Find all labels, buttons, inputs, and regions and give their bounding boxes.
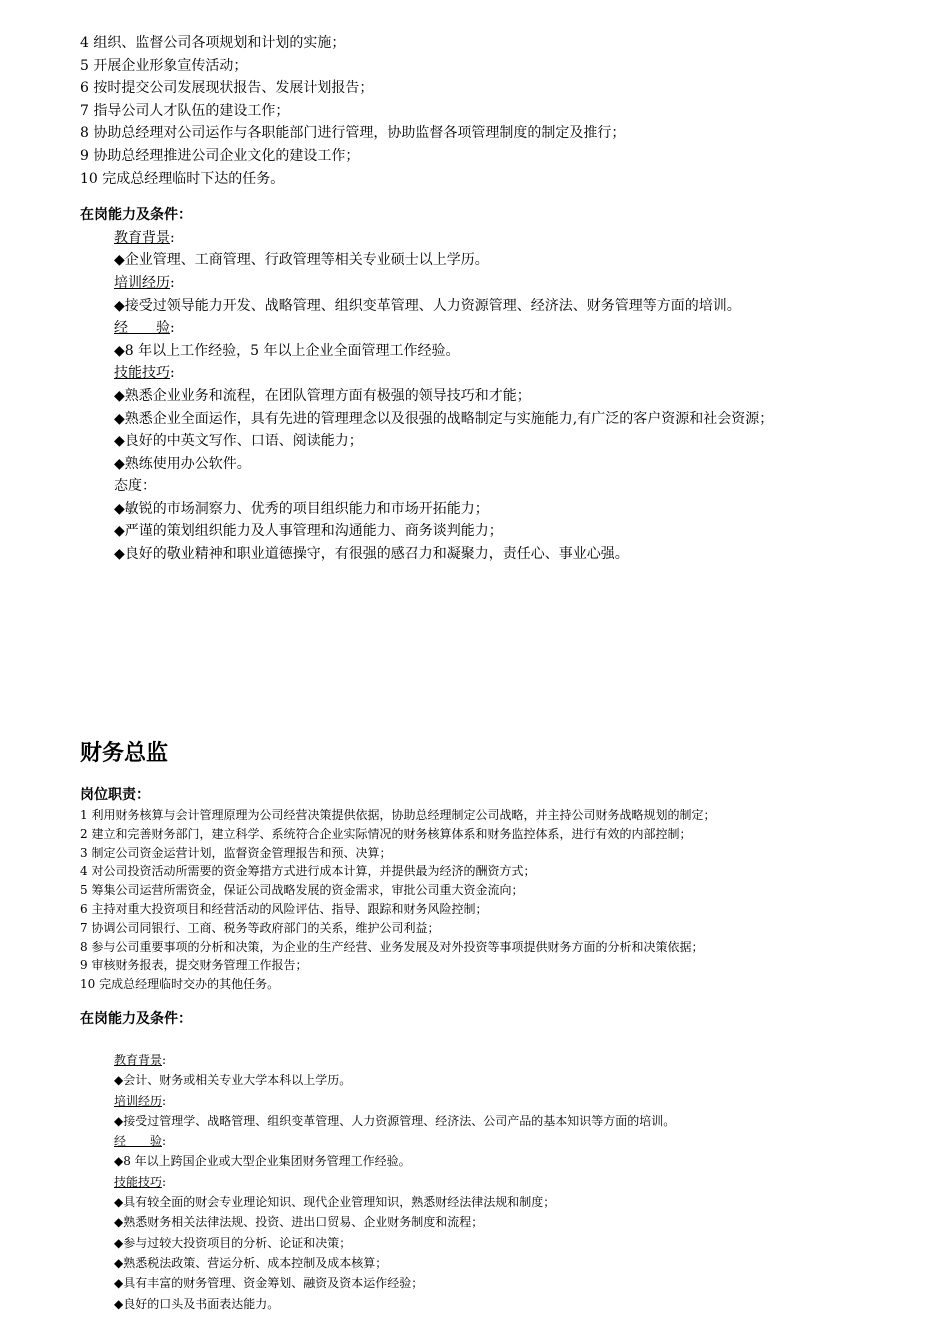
duty-item: 8 参与公司重要事项的分析和决策，为企业的生产经营、业务发展及对外投资等事项提供财务方面的分析和决策依据； xyxy=(80,939,704,954)
experience-label: 经 验 xyxy=(114,320,170,337)
duties-heading: 岗位职责： xyxy=(80,787,150,803)
education-label: 教育背景 xyxy=(114,1052,163,1067)
skill-item: ◆具有丰富的财务管理、资金筹划、融资及资本运作经验； xyxy=(114,1276,424,1291)
skill-item: ◆熟悉税法政策、营运分析、成本控制及成本核算； xyxy=(114,1255,388,1270)
qualifications-heading: 在岗能力及条件： xyxy=(80,1010,192,1027)
training-item: ◆接受过领导能力开发、战略管理、组织变革管理、人力资源管理、经济法、财务管理等方面的培训。 xyxy=(114,297,741,314)
label-colon: : xyxy=(170,320,175,337)
training-label-row xyxy=(80,272,880,295)
duty-item: 10 完成总经理临时交办的其他任务。 xyxy=(80,977,280,992)
duty-item: 2 建立和完善财务部门，建立科学、系统符合企业实际情况的财务核算体系和财务监控体系，进行有效的内部控制； xyxy=(80,826,692,841)
attitude-item: ◆敏锐的市场洞察力、优秀的项目组织能力和市场开拓能力； xyxy=(114,500,489,517)
skill-item: ◆良好的中英文写作、口语、阅读能力； xyxy=(114,433,363,450)
experience-label-row xyxy=(80,317,880,340)
duty-item: 1 利用财务核算与会计管理原理为公司经营决策提供依据，协助总经理制定公司战略，并主持公司财务战略规划的制定； xyxy=(80,808,716,822)
skill-item: ◆良好的口头及书面表达能力。 xyxy=(114,1296,280,1311)
duty-item: 7 协调公司同银行、工商、税务等政府部门的关系，维护公司利益； xyxy=(80,920,440,935)
skills-label-row xyxy=(80,1172,900,1192)
education-item: ◆会计、财务或相关专业大学本科以上学历。 xyxy=(114,1073,352,1088)
duty-item: 4 对公司投资活动所需要的资金筹措方式进行成本计算，并提供最为经济的酬资方式； xyxy=(80,864,536,879)
label-colon: : xyxy=(162,1052,167,1067)
education-label-row xyxy=(80,1050,900,1070)
duty-item: 9 协助总经理推进公司企业文化的建设工作； xyxy=(80,147,360,164)
training-label: 培训经历 xyxy=(114,1093,163,1108)
label-colon: : xyxy=(162,1093,167,1108)
label-colon: : xyxy=(170,274,175,291)
section-cfo xyxy=(80,784,900,1314)
training-label-row xyxy=(80,1091,900,1111)
label-colon: : xyxy=(162,1134,167,1149)
label-colon: : xyxy=(170,229,175,246)
label-colon: : xyxy=(170,365,175,382)
label-colon: : xyxy=(162,1174,167,1189)
training-item: ◆接受过管理学、战略管理、组织变革管理、人力资源管理、经济法、公司产品的基本知识等方面的培训。 xyxy=(114,1113,676,1128)
skills-label-row xyxy=(80,362,880,385)
duty-item: 7 指导公司人才队伍的建设工作； xyxy=(80,102,290,119)
duty-item: 6 按时提交公司发展现状报告、发展计划报告； xyxy=(80,80,374,97)
education-item: ◆企业管理、工商管理、行政管理等相关专业硕士以上学历。 xyxy=(114,252,489,269)
skill-item: ◆熟悉企业全面运作，具有先进的管理理念以及很强的战略制定与实施能力,有广泛的客户资源和社会资源； xyxy=(114,410,774,427)
qualifications-heading: 在岗能力及条件： xyxy=(80,207,192,224)
skill-item: ◆参与过较大投资项目的分析、论证和决策； xyxy=(114,1235,352,1250)
skill-item: ◆熟悉企业业务和流程，在团队管理方面有极强的领导技巧和才能； xyxy=(114,387,531,404)
section-title-cfo: 财务总监 xyxy=(80,741,169,766)
training-label: 培训经历 xyxy=(114,274,170,291)
experience-item: ◆8 年以上工作经验，5 年以上企业全面管理工作经验。 xyxy=(114,342,460,359)
experience-label-row xyxy=(80,1131,900,1151)
duty-item: 5 开展企业形象宣传活动； xyxy=(80,57,248,74)
education-label-row xyxy=(80,227,880,250)
duty-item: 6 主持对重大投资项目和经营活动的风险评估、指导、跟踪和财务风险控制； xyxy=(80,901,488,916)
experience-label: 经 验 xyxy=(114,1134,163,1149)
section-deputy-gm xyxy=(80,32,880,566)
duty-item: 3 制定公司资金运营计划，监督资金管理报告和预、决算； xyxy=(80,845,392,860)
attitude-item: ◆严谨的策划组织能力及人事管理和沟通能力、商务谈判能力； xyxy=(114,523,503,540)
duty-item: 4 组织、监督公司各项规划和计划的实施； xyxy=(80,35,346,51)
duty-item: 10 完成总经理临时下达的任务。 xyxy=(80,170,285,187)
skill-item: ◆熟悉财务相关法律法规、投资、进出口贸易、企业财务制度和流程； xyxy=(114,1215,484,1230)
education-label: 教育背景 xyxy=(114,229,170,246)
experience-item: ◆8 年以上跨国企业或大型企业集团财务管理工作经验。 xyxy=(114,1154,411,1169)
skill-item: ◆熟练使用办公软件。 xyxy=(114,455,251,472)
skills-label: 技能技巧 xyxy=(114,1174,163,1189)
duty-item: 5 筹集公司运营所需资金，保证公司战略发展的资金需求，审批公司重大资金流向； xyxy=(80,883,524,898)
duty-item: 8 协助总经理对公司运作与各职能部门进行管理，协助监督各项管理制度的制定及推行； xyxy=(80,125,626,142)
duty-item: 9 审核财务报表，提交财务管理工作报告； xyxy=(80,958,308,973)
attitude-label: 态度： xyxy=(114,478,156,495)
skill-item: ◆具有较全面的财会专业理论知识、现代企业管理知识，熟悉财经法律法规和制度； xyxy=(114,1195,556,1210)
skills-label: 技能技巧 xyxy=(114,365,170,382)
attitude-item: ◆良好的敬业精神和职业道德操守，有很强的感召力和凝聚力，责任心、事业心强。 xyxy=(114,546,629,563)
